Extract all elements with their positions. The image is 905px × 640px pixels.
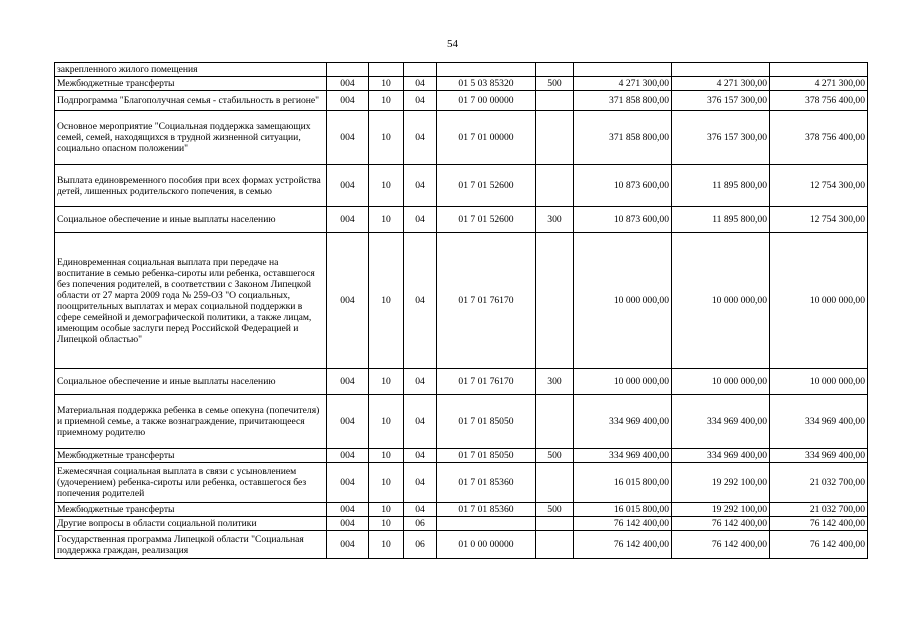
amount-year-2: 19 292 100,00 bbox=[672, 503, 770, 517]
amount-year-3: 76 142 400,00 bbox=[770, 531, 868, 559]
budget-table bbox=[54, 62, 868, 559]
ministry-code: 004 bbox=[327, 77, 369, 91]
amount-year-2: 376 157 300,00 bbox=[672, 91, 770, 111]
subsection-code: 04 bbox=[404, 111, 437, 165]
amount-year-3: 76 142 400,00 bbox=[770, 517, 868, 531]
amount-year-3: 21 032 700,00 bbox=[770, 503, 868, 517]
target-code: 01 7 01 85050 bbox=[437, 449, 536, 463]
expense-type-code bbox=[536, 63, 574, 77]
amount-year-3: 378 756 400,00 bbox=[770, 111, 868, 165]
row-name: закрепленного жилого помещения bbox=[55, 63, 327, 77]
target-code: 01 7 01 85360 bbox=[437, 503, 536, 517]
target-code: 01 7 01 85050 bbox=[437, 395, 536, 449]
target-code bbox=[437, 63, 536, 77]
row-name: Межбюджетные трансферты bbox=[55, 503, 327, 517]
row-name: Основное мероприятие "Социальная поддержка замещающих семей, семей, находящихся в трудной жизненной ситуации, социально опасном положении" bbox=[55, 111, 327, 165]
ministry-code: 004 bbox=[327, 517, 369, 531]
amount-year-1: 371 858 800,00 bbox=[574, 91, 672, 111]
section-code: 10 bbox=[369, 517, 404, 531]
row-name: Социальное обеспечение и иные выплаты населению bbox=[55, 369, 327, 395]
target-code: 01 7 01 52600 bbox=[437, 165, 536, 207]
amount-year-2: 376 157 300,00 bbox=[672, 111, 770, 165]
ministry-code: 004 bbox=[327, 233, 369, 369]
amount-year-3: 21 032 700,00 bbox=[770, 463, 868, 503]
amount-year-1: 76 142 400,00 bbox=[574, 517, 672, 531]
table-row bbox=[55, 207, 868, 233]
table-row bbox=[55, 531, 868, 559]
section-code bbox=[369, 63, 404, 77]
subsection-code: 06 bbox=[404, 531, 437, 559]
subsection-code: 04 bbox=[404, 369, 437, 395]
amount-year-3: 12 754 300,00 bbox=[770, 165, 868, 207]
ministry-code bbox=[327, 63, 369, 77]
amount-year-2: 11 895 800,00 bbox=[672, 165, 770, 207]
table-row bbox=[55, 63, 868, 77]
target-code: 01 7 01 76170 bbox=[437, 233, 536, 369]
expense-type-code bbox=[536, 233, 574, 369]
section-code: 10 bbox=[369, 369, 404, 395]
section-code: 10 bbox=[369, 165, 404, 207]
target-code bbox=[437, 517, 536, 531]
expense-type-code bbox=[536, 517, 574, 531]
amount-year-2 bbox=[672, 63, 770, 77]
amount-year-2: 4 271 300,00 bbox=[672, 77, 770, 91]
subsection-code: 04 bbox=[404, 463, 437, 503]
amount-year-2: 11 895 800,00 bbox=[672, 207, 770, 233]
amount-year-3: 334 969 400,00 bbox=[770, 449, 868, 463]
section-code: 10 bbox=[369, 503, 404, 517]
row-name: Выплата единовременного пособия при всех формах устройства детей, лишенных родительского попечения, в семью bbox=[55, 165, 327, 207]
subsection-code: 04 bbox=[404, 503, 437, 517]
table-row bbox=[55, 449, 868, 463]
amount-year-3: 378 756 400,00 bbox=[770, 91, 868, 111]
section-code: 10 bbox=[369, 207, 404, 233]
amount-year-2: 334 969 400,00 bbox=[672, 449, 770, 463]
amount-year-3: 10 000 000,00 bbox=[770, 233, 868, 369]
ministry-code: 004 bbox=[327, 463, 369, 503]
section-code: 10 bbox=[369, 91, 404, 111]
amount-year-1: 10 000 000,00 bbox=[574, 369, 672, 395]
section-code: 10 bbox=[369, 77, 404, 91]
ministry-code: 004 bbox=[327, 165, 369, 207]
amount-year-1: 334 969 400,00 bbox=[574, 449, 672, 463]
amount-year-2: 10 000 000,00 bbox=[672, 369, 770, 395]
subsection-code: 04 bbox=[404, 207, 437, 233]
expense-type-code bbox=[536, 395, 574, 449]
subsection-code bbox=[404, 63, 437, 77]
expense-type-code: 300 bbox=[536, 369, 574, 395]
section-code: 10 bbox=[369, 111, 404, 165]
table-row bbox=[55, 463, 868, 503]
expense-type-code bbox=[536, 91, 574, 111]
table-row bbox=[55, 77, 868, 91]
row-name: Единовременная социальная выплата при передаче на воспитание в семью ребенка-сироты или ребенка, оставшегося без попечения родителей, в соответствии с Законом Липецкой области от 27 марта 2009 года № 259-ОЗ "О социальных, поощрительных выплатах и мерах социальной поддержки в сфере семейной и демографической политики, а также лицам, имеющим особые заслуги перед Российской Федерацией и Липецкой областью" bbox=[55, 233, 327, 369]
row-name: Социальное обеспечение и иные выплаты населению bbox=[55, 207, 327, 233]
target-code: 01 5 03 85320 bbox=[437, 77, 536, 91]
subsection-code: 04 bbox=[404, 449, 437, 463]
row-name: Ежемесячная социальная выплата в связи с усыновлением (удочерением) ребенка-сироты или ребенка, оставшегося без попечения родителей bbox=[55, 463, 327, 503]
expense-type-code: 300 bbox=[536, 207, 574, 233]
amount-year-3 bbox=[770, 63, 868, 77]
table-row bbox=[55, 503, 868, 517]
amount-year-2: 76 142 400,00 bbox=[672, 517, 770, 531]
row-name: Межбюджетные трансферты bbox=[55, 77, 327, 91]
amount-year-1: 10 000 000,00 bbox=[574, 233, 672, 369]
subsection-code: 04 bbox=[404, 233, 437, 369]
amount-year-3: 12 754 300,00 bbox=[770, 207, 868, 233]
ministry-code: 004 bbox=[327, 503, 369, 517]
amount-year-1: 16 015 800,00 bbox=[574, 503, 672, 517]
ministry-code: 004 bbox=[327, 207, 369, 233]
amount-year-1: 10 873 600,00 bbox=[574, 207, 672, 233]
row-name: Другие вопросы в области социальной политики bbox=[55, 517, 327, 531]
amount-year-1: 10 873 600,00 bbox=[574, 165, 672, 207]
table-row bbox=[55, 233, 868, 369]
subsection-code: 06 bbox=[404, 517, 437, 531]
amount-year-1: 76 142 400,00 bbox=[574, 531, 672, 559]
target-code: 01 0 00 00000 bbox=[437, 531, 536, 559]
table-row bbox=[55, 517, 868, 531]
ministry-code: 004 bbox=[327, 395, 369, 449]
subsection-code: 04 bbox=[404, 395, 437, 449]
amount-year-2: 19 292 100,00 bbox=[672, 463, 770, 503]
amount-year-1: 16 015 800,00 bbox=[574, 463, 672, 503]
table-row bbox=[55, 111, 868, 165]
subsection-code: 04 bbox=[404, 77, 437, 91]
amount-year-3: 10 000 000,00 bbox=[770, 369, 868, 395]
target-code: 01 7 01 85360 bbox=[437, 463, 536, 503]
table-row bbox=[55, 165, 868, 207]
expense-type-code bbox=[536, 463, 574, 503]
section-code: 10 bbox=[369, 449, 404, 463]
target-code: 01 7 01 76170 bbox=[437, 369, 536, 395]
expense-type-code bbox=[536, 111, 574, 165]
row-name: Межбюджетные трансферты bbox=[55, 449, 327, 463]
amount-year-2: 76 142 400,00 bbox=[672, 531, 770, 559]
ministry-code: 004 bbox=[327, 369, 369, 395]
subsection-code: 04 bbox=[404, 91, 437, 111]
ministry-code: 004 bbox=[327, 531, 369, 559]
target-code: 01 7 00 00000 bbox=[437, 91, 536, 111]
row-name: Подпрограмма "Благополучная семья - стабильность в регионе" bbox=[55, 91, 327, 111]
expense-type-code: 500 bbox=[536, 503, 574, 517]
subsection-code: 04 bbox=[404, 165, 437, 207]
row-name: Государственная программа Липецкой области "Социальная поддержка граждан, реализация bbox=[55, 531, 327, 559]
amount-year-1: 371 858 800,00 bbox=[574, 111, 672, 165]
target-code: 01 7 01 00000 bbox=[437, 111, 536, 165]
table-row bbox=[55, 395, 868, 449]
row-name: Материальная поддержка ребенка в семье опекуна (попечителя) и приемной семье, а также вознаграждение, причитающееся приемному родителю bbox=[55, 395, 327, 449]
amount-year-2: 10 000 000,00 bbox=[672, 233, 770, 369]
table-row bbox=[55, 91, 868, 111]
ministry-code: 004 bbox=[327, 91, 369, 111]
expense-type-code bbox=[536, 531, 574, 559]
amount-year-1: 334 969 400,00 bbox=[574, 395, 672, 449]
expense-type-code: 500 bbox=[536, 77, 574, 91]
section-code: 10 bbox=[369, 463, 404, 503]
amount-year-2: 334 969 400,00 bbox=[672, 395, 770, 449]
table-row bbox=[55, 369, 868, 395]
amount-year-3: 334 969 400,00 bbox=[770, 395, 868, 449]
ministry-code: 004 bbox=[327, 111, 369, 165]
section-code: 10 bbox=[369, 395, 404, 449]
target-code: 01 7 01 52600 bbox=[437, 207, 536, 233]
expense-type-code: 500 bbox=[536, 449, 574, 463]
ministry-code: 004 bbox=[327, 449, 369, 463]
section-code: 10 bbox=[369, 531, 404, 559]
page-number: 54 bbox=[447, 38, 458, 50]
amount-year-3: 4 271 300,00 bbox=[770, 77, 868, 91]
amount-year-1: 4 271 300,00 bbox=[574, 77, 672, 91]
section-code: 10 bbox=[369, 233, 404, 369]
amount-year-1 bbox=[574, 63, 672, 77]
expense-type-code bbox=[536, 165, 574, 207]
